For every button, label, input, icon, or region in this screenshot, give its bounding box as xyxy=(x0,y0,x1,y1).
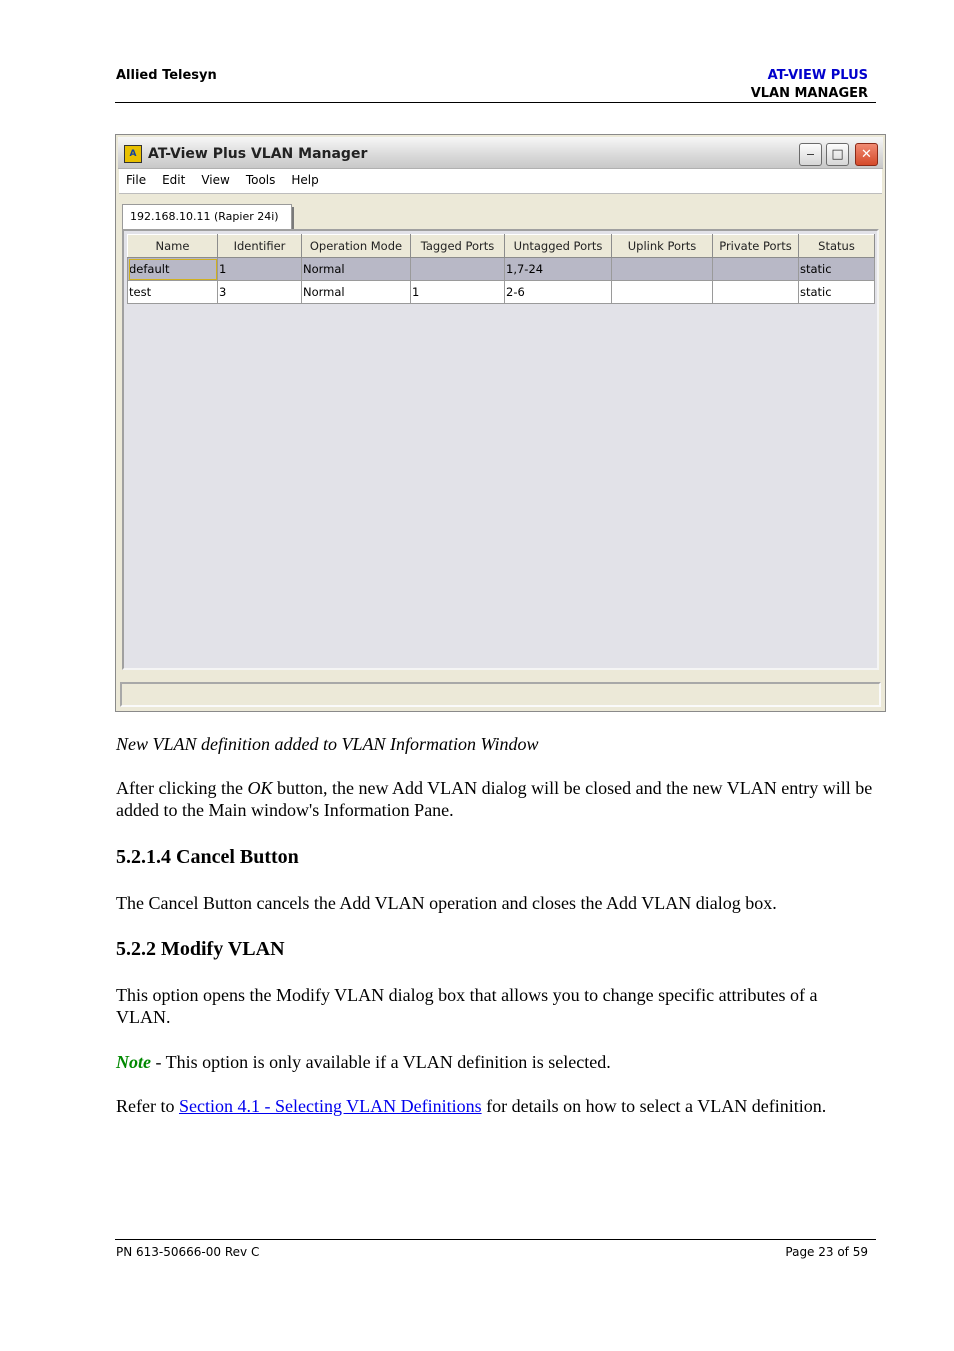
cell-operation-mode[interactable]: Normal xyxy=(302,258,411,281)
cell-identifier[interactable]: 1 xyxy=(218,258,302,281)
cell-untagged-ports[interactable]: 2-6 xyxy=(505,281,612,304)
text-run: button, the new Add VLAN dialog will be closed and the new VLAN entry will be added to the Main window's Information Pane. xyxy=(116,778,873,820)
menu-edit[interactable]: Edit xyxy=(162,173,186,187)
paragraph-ok-button xyxy=(116,777,876,821)
footer-rule xyxy=(115,1239,876,1240)
column-header-identifier[interactable]: Identifier xyxy=(218,235,302,258)
vlan-information-pane xyxy=(122,229,879,670)
cell-tagged-ports[interactable]: 1 xyxy=(411,281,505,304)
column-header-name[interactable]: Name xyxy=(128,235,218,258)
cell-uplink-ports[interactable] xyxy=(612,258,713,281)
maximize-button[interactable] xyxy=(826,143,849,166)
text-run: Refer to xyxy=(116,1096,179,1116)
cell-name[interactable]: default xyxy=(128,258,218,281)
minimize-icon: ‒ xyxy=(806,147,815,162)
note-text: - This option is only available if a VLAN definition is selected. xyxy=(151,1052,611,1072)
tab-device[interactable]: 192.168.10.11 (Rapier 24i) xyxy=(122,204,292,229)
window-title: AT-View Plus VLAN Manager xyxy=(148,146,368,162)
cell-operation-mode[interactable]: Normal xyxy=(302,281,411,304)
paragraph-modify: This option opens the Modify VLAN dialog box that allows you to change specific attributes of a VLAN. xyxy=(116,985,818,1027)
menu-bar xyxy=(119,169,882,194)
cell-identifier[interactable]: 3 xyxy=(218,281,302,304)
section-link[interactable]: Section 4.1 - Selecting VLAN Definitions xyxy=(178,1096,482,1116)
paragraph-refer xyxy=(116,1095,876,1117)
table-header-row xyxy=(128,235,875,258)
header-rule xyxy=(115,102,876,103)
cell-private-ports[interactable] xyxy=(713,281,799,304)
ok-emphasis: OK xyxy=(247,778,273,798)
close-icon: ✕ xyxy=(861,147,872,162)
device-tab-area xyxy=(119,195,882,678)
note-label: Note xyxy=(116,1052,151,1072)
app-icon: A xyxy=(124,145,142,163)
column-header-private-ports[interactable]: Private Ports xyxy=(713,235,799,258)
menu-file[interactable]: File xyxy=(126,173,147,187)
company-name: Allied Telesyn xyxy=(116,68,217,83)
column-header-untagged-ports[interactable]: Untagged Ports xyxy=(505,235,612,258)
column-header-tagged-ports[interactable]: Tagged Ports xyxy=(411,235,505,258)
page-number: Page 23 of 59 xyxy=(785,1245,868,1259)
table-row[interactable] xyxy=(128,258,875,281)
column-header-uplink-ports[interactable]: Uplink Ports xyxy=(612,235,713,258)
paragraph-cancel: The Cancel Button cancels the Add VLAN operation and closes the Add VLAN dialog box. xyxy=(116,893,777,913)
text-run: After clicking the xyxy=(116,778,248,798)
heading-modify-vlan: 5.2.2 Modify VLAN xyxy=(116,938,285,960)
maximize-icon: □ xyxy=(831,147,844,162)
minimize-button[interactable] xyxy=(799,143,822,166)
cell-untagged-ports[interactable]: 1,7-24 xyxy=(505,258,612,281)
text-run: for details on how to select a VLAN definition. xyxy=(481,1096,827,1116)
paragraph-note xyxy=(116,1051,876,1073)
part-number: PN 613-50666-00 Rev C xyxy=(116,1245,260,1259)
vlan-table xyxy=(127,234,875,304)
column-header-status[interactable]: Status xyxy=(799,235,875,258)
section-name: VLAN MANAGER xyxy=(750,86,868,101)
figure-caption: New VLAN definition added to VLAN Information Window xyxy=(116,734,539,754)
title-bar[interactable] xyxy=(118,137,883,169)
cell-status[interactable]: static xyxy=(799,281,875,304)
cell-private-ports[interactable] xyxy=(713,258,799,281)
vlan-manager-window xyxy=(115,134,886,712)
menu-tools[interactable]: Tools xyxy=(245,173,276,187)
cell-uplink-ports[interactable] xyxy=(612,281,713,304)
heading-cancel-button: 5.2.1.4 Cancel Button xyxy=(116,846,299,868)
product-name: AT-VIEW PLUS xyxy=(767,68,868,83)
cell-name[interactable]: test xyxy=(128,281,218,304)
menu-view[interactable]: View xyxy=(201,173,230,187)
close-button[interactable] xyxy=(855,143,878,166)
column-header-operation-mode[interactable]: Operation Mode xyxy=(302,235,411,258)
status-bar xyxy=(120,682,881,707)
menu-help[interactable]: Help xyxy=(291,173,319,187)
cell-tagged-ports[interactable] xyxy=(411,258,505,281)
table-row[interactable] xyxy=(128,281,875,304)
cell-status[interactable]: static xyxy=(799,258,875,281)
